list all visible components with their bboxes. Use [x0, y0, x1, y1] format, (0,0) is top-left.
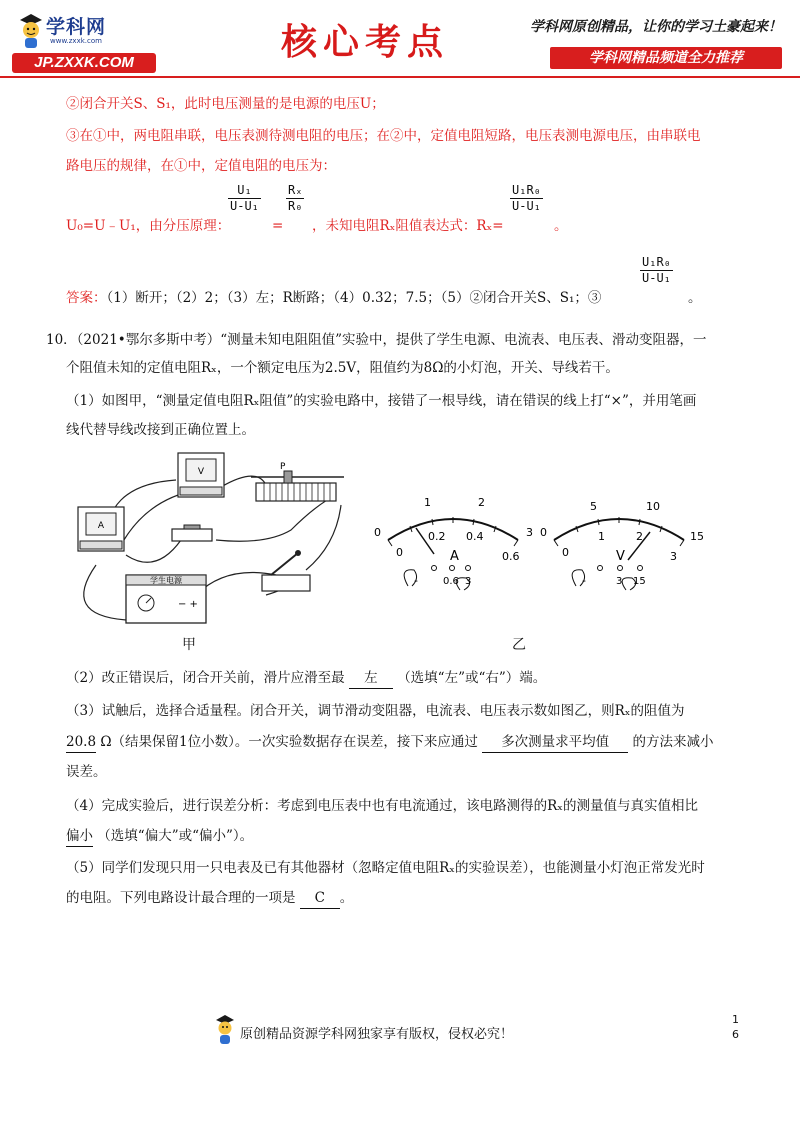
slider-label: P	[280, 462, 286, 472]
solution-line-4-a: U₀=U﹣U₁，由分压原理：	[66, 218, 231, 234]
rheostat-device	[251, 462, 344, 501]
voltmeter-device	[178, 453, 224, 497]
question-10-part-3-a: （3）试触后，选择合适量程。闭合开关，调节滑动变阻器，电流表、电压表示数如图乙，则Rₓ的阻值为	[66, 703, 685, 719]
voltmeter-terminal: 15	[633, 576, 646, 587]
voltmeter-outer-tick: 0	[540, 526, 547, 539]
power-supply-label: 学生电源	[150, 576, 182, 585]
voltmeter-inner-tick: 0	[562, 546, 569, 559]
ammeter-device	[78, 507, 124, 551]
header-divider	[0, 76, 800, 78]
equals-sign: =	[272, 218, 284, 234]
svg-text:− +: − +	[178, 599, 198, 610]
part-3-answer-1: 20.8	[66, 732, 96, 753]
part-5-answer: C	[300, 888, 340, 909]
fraction-denominator: R₀	[288, 199, 303, 213]
question-10-part-1-a: （1）如图甲，“测量定值电阻Rₓ阻值”的实验电路中，接错了一根导线，请在错误的线上打“×”，并用笔画	[66, 393, 697, 409]
fraction-numerator: U₁R₀	[512, 183, 541, 197]
voltmeter-inner-tick: 2	[636, 530, 643, 543]
part-4-answer: 偏小	[66, 826, 93, 847]
ammeter-terminal: 3	[465, 576, 472, 587]
voltmeter-outer-tick: 10	[646, 500, 660, 513]
ammeter-inner-tick: 0.6	[502, 550, 520, 563]
voltmeter-outer-tick: 5	[590, 500, 597, 513]
ammeter-inner-tick: 0.2	[428, 530, 446, 543]
ammeter-letter: A	[450, 549, 459, 564]
answer-fraction	[640, 255, 673, 286]
figure-label-yi: 乙	[512, 637, 526, 653]
question-10-part-3-b	[66, 732, 713, 753]
question-10-part-2	[66, 668, 546, 689]
ammeter-outer-tick: 0	[374, 526, 381, 539]
svg-text:V: V	[197, 467, 205, 477]
logo-site: JP.ZXXK.COM	[12, 53, 156, 73]
header-slogan: 学科网原创精品，让你的学习土豪起来！	[530, 19, 782, 35]
resistor-device	[172, 525, 212, 541]
fraction-numerator: Rₓ	[288, 183, 303, 197]
question-10-part-4-a: （4）完成实验后，进行误差分析：考虑到电压表中也有电流通过，该电路测得的Rₓ的测量值与真实值相比	[66, 798, 698, 814]
footer-mascot-icon	[212, 1012, 238, 1046]
page-number	[732, 1012, 739, 1042]
solution-line-4-b: ，未知电阻Rₓ阻值表达式：Rₓ=	[312, 218, 504, 234]
ammeter-outer-tick: 2	[478, 496, 485, 509]
solution-line-4	[66, 216, 230, 236]
fraction-numerator: U₁R₀	[642, 255, 671, 269]
question-10-line-2: 个阻值未知的定值电阻Rₓ，一个额定电压为2.5V，阻值约为8Ω的小灯泡，开关、导线若干。	[66, 360, 619, 376]
circuit-figure-jia	[66, 445, 366, 645]
voltmeter-outer-tick: 15	[690, 530, 704, 543]
part-2-text-b: （选填“左”或“右”）端。	[397, 670, 547, 686]
fraction-rx-over-r0	[286, 183, 304, 214]
figure-label-jia: 甲	[182, 637, 196, 653]
question-10-part-3-d: 误差。	[66, 764, 107, 780]
ammeter-inner-tick: 0	[396, 546, 403, 559]
question-10-line-1: 10．（2021•鄂尔多斯中考）“测量未知电阻阻值”实验中，提供了学生电源、电流表、电压表、滑动变阻器，一	[46, 332, 707, 348]
fraction-u1-over-u-u1	[228, 183, 261, 214]
ammeter-terminal: -	[414, 574, 418, 587]
page-header	[0, 0, 800, 80]
mascot-icon	[14, 10, 48, 52]
page-title: 核心考点	[280, 21, 449, 63]
voltmeter-terminal: 3	[616, 576, 623, 587]
part-3-text-b: Ω（结果保留1位小数）。一次实验数据存在误差，接下来应通过	[100, 734, 478, 750]
svg-text:A: A	[97, 521, 105, 531]
voltmeter-terminal: -	[582, 574, 586, 587]
fraction-denominator: U-U₁	[230, 199, 259, 213]
answer-label: 答案：	[66, 290, 107, 306]
answer-line	[66, 288, 601, 308]
ammeter-outer-tick: 3	[526, 526, 533, 539]
fraction-rx-expression	[510, 183, 543, 214]
question-10-part-5-b	[66, 888, 353, 909]
part-3-text-c: 的方法来减小	[632, 734, 714, 750]
meters-figure-yi	[368, 488, 708, 608]
ammeter-outer-tick: 1	[424, 496, 431, 509]
fraction-denominator: U-U₁	[642, 271, 671, 285]
page-number-bottom: 6	[732, 1028, 739, 1041]
part-5-text-b: 的电阻。下列电路设计最合理的一项是	[66, 890, 296, 906]
voltmeter-letter: V	[616, 549, 625, 564]
part-3-answer-2: 多次测量求平均值	[482, 732, 628, 753]
logo-url: www.zxxk.com	[50, 37, 102, 45]
header-badge: 学科网精品频道全力推荐	[550, 47, 782, 69]
ammeter-inner-tick: 0.4	[466, 530, 484, 543]
voltmeter-inner-tick: 3	[670, 550, 677, 563]
ammeter-dial	[374, 496, 533, 590]
answer-text: （1）断开；（2）2；（3）左；R断路；（4）0.32；7.5；（5）②闭合开关S、S₁；③	[106, 290, 602, 306]
question-10-part-5-a: （5）同学们发现只用一只电表及已有其他器材（忽略定值电阻Rₓ的实验误差），也能测量小灯泡正常发光时	[66, 860, 705, 876]
fraction-denominator: U-U₁	[512, 199, 541, 213]
voltmeter-inner-tick: 1	[598, 530, 605, 543]
solution-line-3: 路电压的规律，在①中，定值电阻的电压为：	[66, 158, 336, 174]
ammeter-terminal: 0.6	[443, 576, 459, 587]
part-5-text-c: 。	[339, 890, 354, 906]
footer-copyright: 原创精品资源学科网独家享有版权，侵权必究！	[240, 1027, 514, 1042]
voltmeter-dial	[540, 500, 704, 590]
site-logo[interactable]	[8, 10, 158, 74]
logo-name: 学科网	[46, 16, 107, 38]
question-10-part-1-b: 线代替导线改接到正确位置上。	[66, 422, 255, 438]
part-2-text-a: （2）改正错误后，闭合开关前，滑片应滑至最	[66, 670, 345, 686]
part-2-answer: 左	[349, 668, 393, 689]
solution-line-1: ②闭合开关S、S₁，此时电压测量的是电源的电压U；	[66, 96, 385, 112]
solution-line-4-c: 。	[554, 218, 568, 234]
part-4-text-b: （选填“偏大”或“偏小”）。	[97, 828, 254, 844]
power-supply-device	[126, 575, 206, 623]
question-10-part-4-b	[66, 826, 253, 847]
fraction-numerator: U₁	[228, 183, 261, 199]
answer-end: 。	[688, 290, 702, 306]
switch-device	[262, 550, 310, 591]
page-number-top: 1	[732, 1013, 739, 1026]
solution-line-2: ③在①中，两电阻串联，电压表测待测电阻的电压；在②中，定值电阻短路，电压表测电源电压，由串联电	[66, 128, 701, 144]
